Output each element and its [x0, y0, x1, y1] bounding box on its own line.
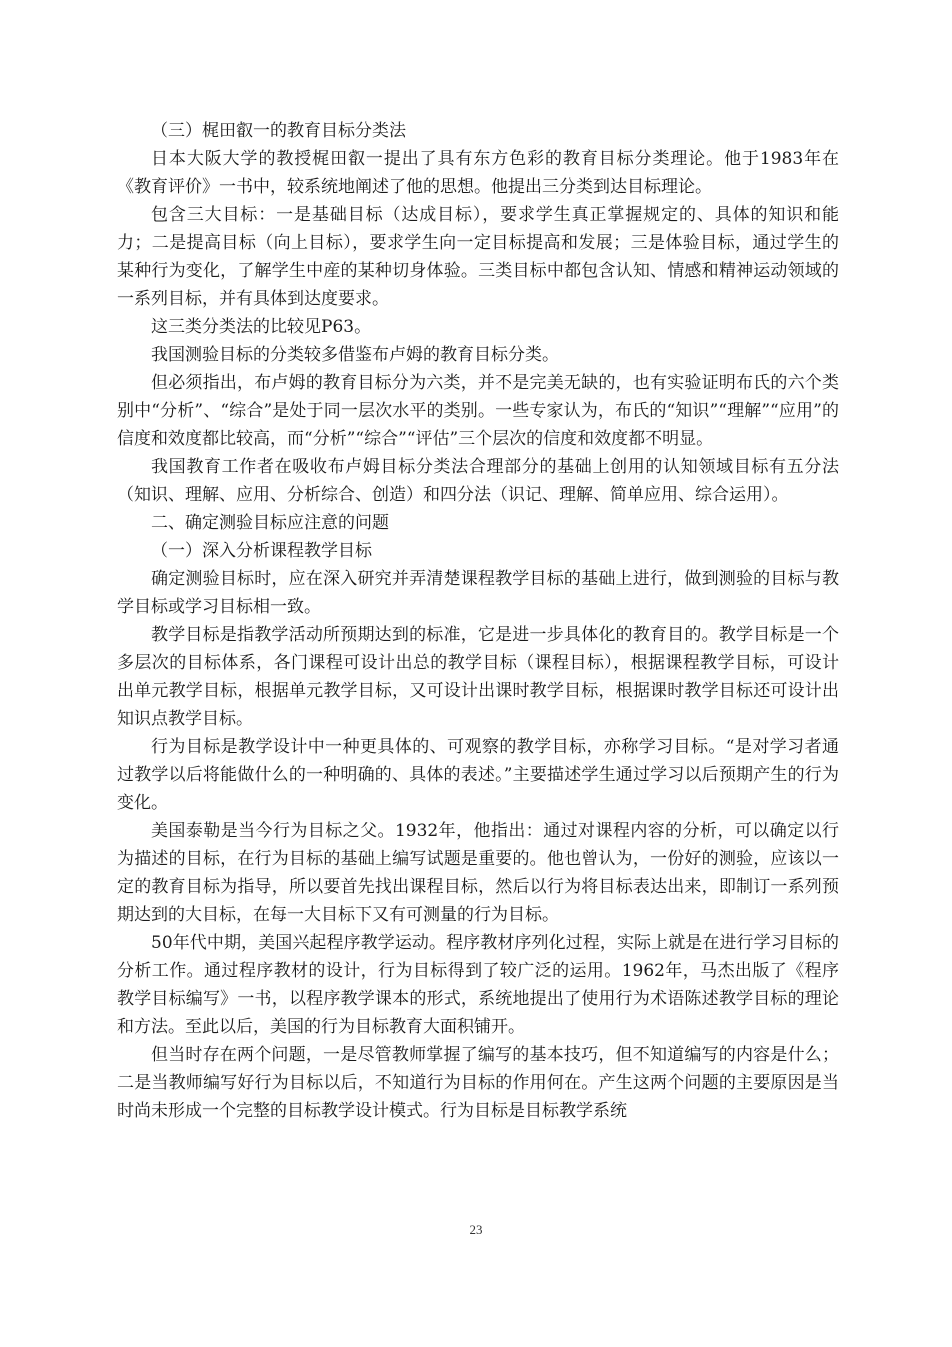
- paragraph: 教学目标是指教学活动所预期达到的标准，它是进一步具体化的教育目的。教学目标是一个多层次的目标体系，各门课程可设计出总的教学目标（课程目标），根据课程教学目标，可设计出单元教学目标，根据单元教学目标，又可设计出课时教学目标，根据课时教学目标还可设计出知识点教学目标。: [117, 625, 839, 729]
- paragraph: 行为目标是教学设计中一种更具体的、可观察的教学目标，亦称学习目标。“是对学习者通过教学以后将能做什么的一种明确的、具体的表述。”主要描述学生通过学习以后预期产生的行为变化。: [117, 737, 839, 813]
- paragraph: 这三类分类法的比较见P63。: [151, 317, 372, 337]
- paragraph: 日本大阪大学的教授梶田叡一提出了具有东方色彩的教育目标分类理论。他于1983年在《教育评价》一书中，较系统地阐述了他的思想。他提出三分类到达目标理论。: [117, 149, 839, 197]
- paragraph: 包含三大目标：一是基础目标（达成目标），要求学生真正掌握规定的、具体的知识和能力；二是提高目标（向上目标），要求学生向一定目标提高和发展；三是体验目标，通过学生的某种行为变化，了解学生中産的某种切身体验。三类目标中都包含认知、情感和精神运动领域的一系列目标，并有具体到达度要求。: [117, 205, 839, 309]
- subsection-heading-kajita: （三）梶田叡一的教育目标分类法: [151, 121, 406, 141]
- section-heading-test-objectives: 二、确定测验目标应注意的问题: [151, 513, 389, 533]
- paragraph: 50年代中期，美国兴起程序教学运动。程序教材序列化过程，实际上就是在进行学习目标的分析工作。通过程序教材的设计，行为目标得到了较广泛的运用。1962年，马杰出版了《程序教学目标编写》一书，以程序教学课本的形式，系统地提出了使用行为术语陈述教学目标的理论和方法。至此以后，美国的行为目标教育大面积铺开。: [117, 933, 839, 1037]
- paragraph: 但必须指出，布卢姆的教育目标分为六类，并不是完美无缺的，也有实验证明布氏的六个类别中“分析”、“综合”是处于同一层次水平的类别。一些专家认为，布氏的“知识”“理解”“应用”的信度和效度都比较高，而“分析”“综合”“评估”三个层次的信度和效度都不明显。: [117, 373, 839, 449]
- page-number: 23: [469, 1222, 483, 1237]
- paragraph: 但当时存在两个问题，一是尽管教师掌握了编写的基本技巧，但不知道编写的内容是什么；二是当教师编写好行为目标以后，不知道行为目标的作用何在。产生这两个问题的主要原因是当时尚未形成一个完整的目标教学设计模式。行为目标是目标教学系统: [117, 1045, 839, 1121]
- paragraph: 美国泰勒是当今行为目标之父。1932年，他指出：通过对课程内容的分析，可以确定以行为描述的目标，在行为目标的基础上编写试题是重要的。他也曾认为，一份好的测验，应该以一定的教育目标为指导，所以要首先找出课程目标，然后以行为将目标表达出来，即制订一系列预期达到的大目标，在每一大目标下又有可测量的行为目标。: [117, 821, 839, 925]
- paragraph: 我国教育工作者在吸收布卢姆目标分类法合理部分的基础上创用的认知领域目标有五分法（知识、理解、应用、分析综合、创造）和四分法（识记、理解、简单应用、综合运用）。: [117, 457, 839, 505]
- paragraph: 我国测验目标的分类较多借鉴布卢姆的教育目标分类。: [151, 345, 559, 365]
- paragraph: 确定测验目标时，应在深入研究并弄清楚课程教学目标的基础上进行，做到测验的目标与教学目标或学习目标相一致。: [117, 569, 839, 617]
- subsection-heading-course-objectives: （一）深入分析课程教学目标: [151, 541, 372, 561]
- document-body: [117, 117, 839, 1125]
